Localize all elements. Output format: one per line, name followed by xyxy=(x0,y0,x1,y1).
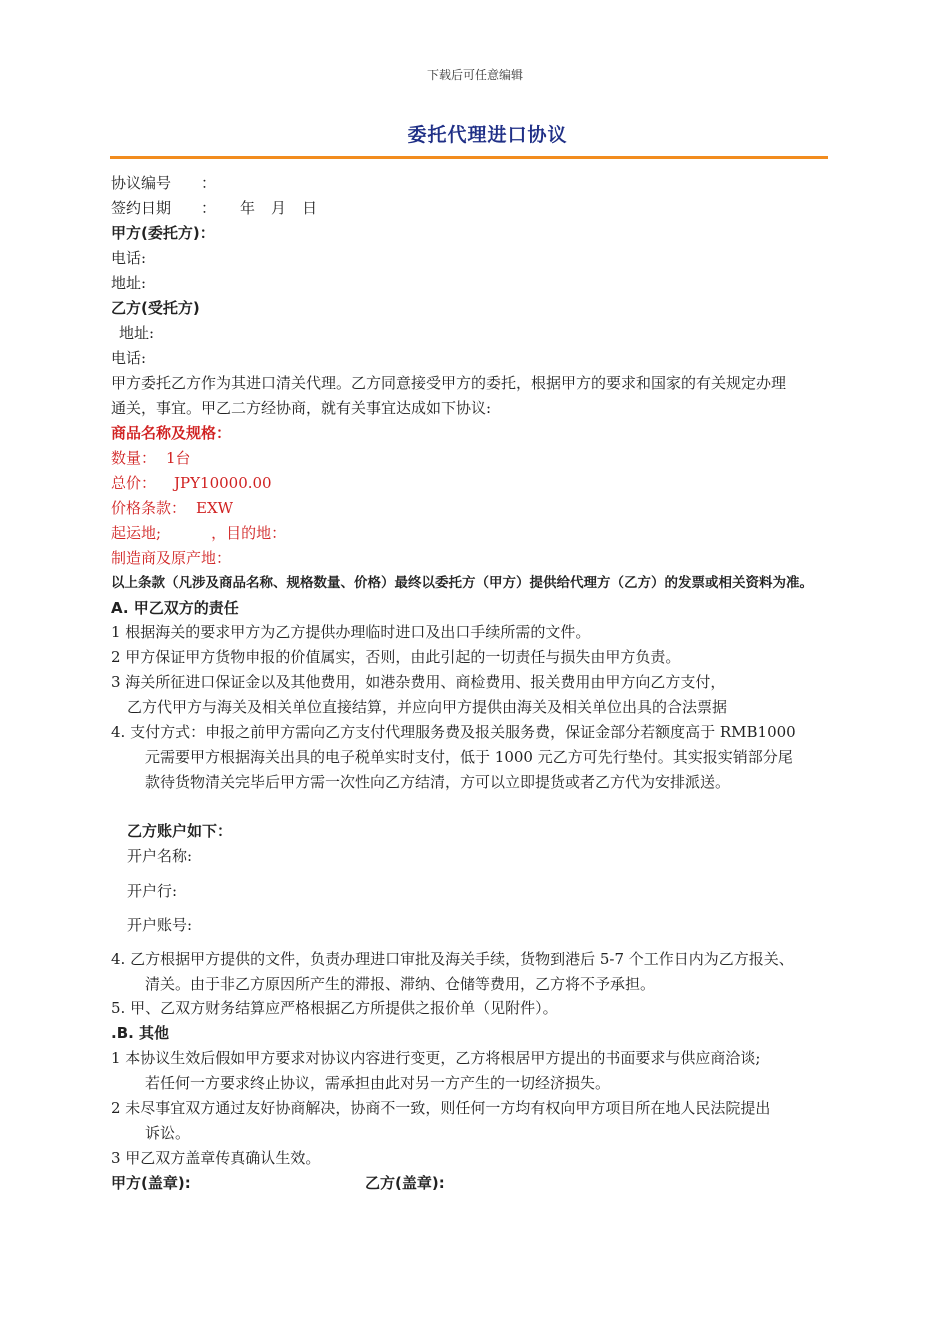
section-a-item-4-line-2: 元需要甲方根据海关出具的电子税单实时支付，低于 1000 元乙方可先行垫付。其实报实销部分尾 xyxy=(145,748,793,766)
section-a-item-4-line-1: 4. 支付方式：申报之前甲方需向乙方支付代理服务费及报关服务费，保证金部分若额度高于 RMB1000 xyxy=(111,723,796,741)
origin-label: 起运地; xyxy=(111,524,162,542)
price-terms-value: EXW xyxy=(196,499,234,517)
party-a-phone: 电话: xyxy=(111,249,147,267)
destination-label: ，目的地： xyxy=(211,524,287,542)
section-b-heading: .B. 其他 xyxy=(111,1024,170,1042)
price-terms-label: 价格条款： xyxy=(111,499,187,517)
account-name: 开户名称: xyxy=(127,847,193,865)
section-a-item-4b-line-2: 清关。由于非乙方原因所产生的滞报、滞纳、仓储等费用，乙方将不予承担。 xyxy=(145,975,656,993)
party-b-heading: 乙方(受托方) xyxy=(111,299,200,317)
party-a-seal: 甲方(盖章): xyxy=(111,1174,191,1192)
total-price-label: 总价： xyxy=(111,474,157,492)
section-b-item-2-line-1: 2 未尽事宜双方通过友好协商解决，协商不一致，则任何一方均有权向甲方项目所在地人民法院提出 xyxy=(111,1099,771,1117)
section-b-item-1-line-2: 若任何一方要求终止协议，需承担由此对另一方产生的一切经济损失。 xyxy=(145,1074,611,1092)
party-b-seal: 乙方(盖章): xyxy=(365,1174,445,1192)
section-b-item-3: 3 甲乙双方盖章传真确认生效。 xyxy=(111,1149,321,1167)
route-line xyxy=(111,523,286,543)
section-b-item-2-line-2: 诉讼。 xyxy=(145,1124,191,1142)
section-a-heading: A. 甲乙双方的责任 xyxy=(111,599,239,617)
colon: ： xyxy=(201,199,217,217)
section-a-item-4-line-3: 款待货物清关完毕后甲方需一次性向乙方结清，方可以立即提货或者乙方代为安排派送。 xyxy=(145,773,731,791)
price-terms-line xyxy=(111,498,233,518)
party-a-address: 地址: xyxy=(111,274,147,292)
quantity-label: 数量： xyxy=(111,449,157,467)
party-a-heading: 甲方(委托方)： xyxy=(111,224,215,242)
title-divider xyxy=(110,156,828,159)
account-number: 开户账号: xyxy=(127,916,193,934)
section-b-item-1-line-1: 1 本协议生效后假如甲方要求对协议内容进行变更，乙方将根居甲方提出的书面要求与供应商洽谈; xyxy=(111,1049,761,1067)
goods-heading: 商品名称及规格： xyxy=(111,424,232,442)
clause-note: 以上条款（凡涉及商品名称、规格数量、价格）最终以委托方（甲方）提供给代理方（乙方）的发票或相关资料为准。 xyxy=(111,575,813,591)
agreement-no-line xyxy=(111,173,216,193)
quantity-value: 1台 xyxy=(166,449,191,467)
section-a-item-2: 2 甲方保证甲方货物申报的价值属实，否则，由此引起的一切责任与损失由甲方负责。 xyxy=(111,648,681,666)
section-a-item-1: 1 根据海关的要求甲方为乙方提供办理临时进口及出口手续所需的文件。 xyxy=(111,623,591,641)
section-a-item-3-line-1: 3 海关所征进口保证金以及其他费用，如港杂费用、商检费用、报关费用由甲方向乙方支付， xyxy=(111,673,726,691)
quantity-line xyxy=(111,448,191,468)
section-a-item-3-line-2: 乙方代甲方与海关及相关单位直接结算，并应向甲方提供由海关及相关单位出具的合法票据 xyxy=(127,698,728,716)
section-a-item-4b-line-1: 4. 乙方根据甲方提供的文件，负责办理进口审批及海关手续，货物到港后 5-7 个工作日内为乙方报关、 xyxy=(111,950,794,968)
page-title: 委托代理进口协议 xyxy=(407,124,568,146)
sign-date-line xyxy=(111,198,317,218)
party-b-phone: 电话: xyxy=(111,349,147,367)
colon: ： xyxy=(201,174,217,192)
sign-date-label: 签约日期 xyxy=(111,199,172,217)
total-price-value: JPY10000.00 xyxy=(174,474,272,492)
party-b-address: 地址: xyxy=(119,324,155,342)
total-price-line xyxy=(111,473,272,493)
year-label: 年 xyxy=(240,199,256,217)
section-a-item-5: 5. 甲、乙双方财务结算应严格根据乙方所提供之报价单（见附件）。 xyxy=(111,999,558,1017)
day-label: 日 xyxy=(302,199,318,217)
manufacturer-line: 制造商及原产地： xyxy=(111,549,232,567)
account-heading: 乙方账户如下： xyxy=(127,822,233,840)
header-note: 下载后可任意编辑 xyxy=(426,68,523,82)
agreement-no-label: 协议编号 xyxy=(111,174,172,192)
intro-line-2: 通关，事宜。甲乙二方经协商，就有关事宜达成如下协议: xyxy=(111,399,492,417)
month-label: 月 xyxy=(271,199,287,217)
intro-line-1: 甲方委托乙方作为其进口清关代理。乙方同意接受甲方的委托，根据甲方的要求和国家的有关规定办理 xyxy=(111,374,787,392)
bank-name: 开户行: xyxy=(127,882,178,900)
